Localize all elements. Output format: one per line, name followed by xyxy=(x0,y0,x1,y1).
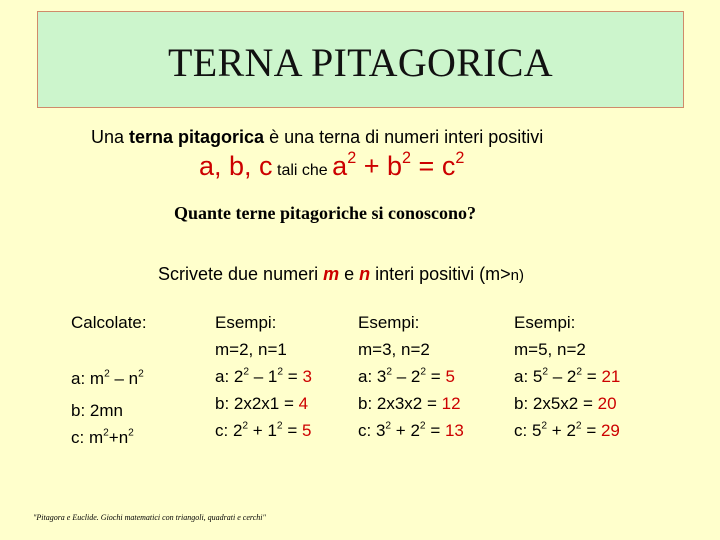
definition-term: terna pitagorica xyxy=(129,127,265,147)
example-column-1 xyxy=(215,309,312,444)
formula-c: c: $m^2+n^2$ xyxy=(71,427,134,447)
example-c: c: $3^2 + 2^2 = 13$ xyxy=(358,420,464,440)
example-params: m=3, n=2 xyxy=(358,340,430,359)
example-heading: Esempi: xyxy=(358,313,420,332)
example-a: a: $3^2 - 2^2 = 5$ xyxy=(358,366,455,386)
definition-line xyxy=(91,127,543,148)
formula-a: a: $m^2 - n^2$ xyxy=(71,368,144,388)
pythagorean-equation: $a^2 + b^2 = c^2$ xyxy=(332,148,465,181)
footnote: "Pitagora e Euclide. Giochi matematici con triangoli, quadrati e cerchi" xyxy=(33,513,266,522)
such-that-text: tali che xyxy=(277,162,328,179)
example-heading: Esempi: xyxy=(514,313,576,332)
example-b: b: 2x3x2 = 12 xyxy=(358,394,461,413)
example-b: b: 2x2x1 = 4 xyxy=(215,394,309,413)
definition-prefix: Una xyxy=(91,127,130,147)
example-column-3 xyxy=(514,309,620,444)
example-c: c: $5^2 + 2^2 = 29$ xyxy=(514,420,620,440)
calculate-heading: Calcolate: xyxy=(71,313,147,332)
example-a: a: $2^2 - 1^2 = 3$ xyxy=(215,366,312,386)
variables: a, b, c xyxy=(199,151,273,181)
instruction-line: Scrivete due numeri m e n interi positivi (m>n) xyxy=(158,264,524,284)
example-params: m=2, n=1 xyxy=(215,340,287,359)
page-title: TERNA PITAGORICA xyxy=(168,40,553,85)
title-box xyxy=(37,11,684,108)
formula-b: b: 2mn xyxy=(71,401,123,420)
example-params: m=5, n=2 xyxy=(514,340,586,359)
example-column-2 xyxy=(358,309,464,444)
example-c: c: $2^2 + 1^2 = 5$ xyxy=(215,420,312,440)
calculate-column xyxy=(71,309,147,447)
var-m: m xyxy=(323,264,340,284)
example-a: a: $5^2 - 2^2 = 21$ xyxy=(514,366,621,386)
question: Quante terne pitagoriche si conoscono? xyxy=(174,203,476,223)
equation-line xyxy=(199,148,465,181)
definition-suffix: è una terna di numeri interi positivi xyxy=(264,127,544,147)
example-heading: Esempi: xyxy=(215,313,277,332)
var-n: n xyxy=(359,264,371,284)
example-b: b: 2x5x2 = 20 xyxy=(514,394,617,413)
